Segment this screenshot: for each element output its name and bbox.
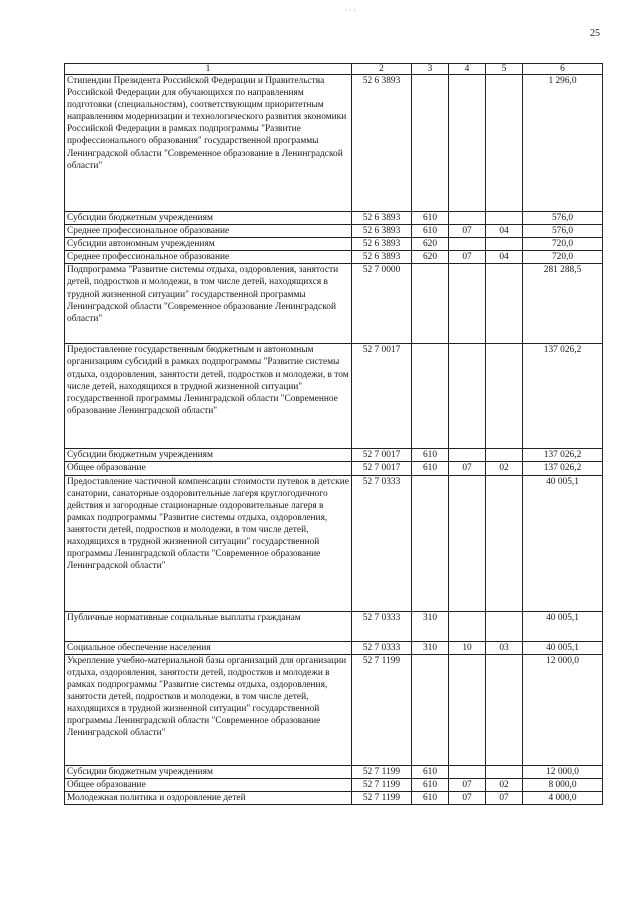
header-col-4: 4: [449, 64, 486, 75]
row-name: Субсидии бюджетным учреждениям: [65, 765, 352, 778]
budget-table-body: [65, 64, 603, 805]
row-vr: [412, 654, 449, 765]
row-rz: 07: [449, 462, 486, 475]
row-name: Общее образование: [65, 462, 352, 475]
row-sum: 4 000,0: [523, 791, 603, 804]
table-row: [65, 449, 603, 462]
row-sum: 12 000,0: [523, 654, 603, 765]
row-sum: 40 005,1: [523, 475, 603, 611]
header-col-5: 5: [486, 64, 523, 75]
row-vr: 620: [412, 238, 449, 251]
row-pr: [486, 611, 523, 641]
row-pr: 07: [486, 791, 523, 804]
row-rz: [449, 264, 486, 344]
row-pr: 02: [486, 462, 523, 475]
row-code: 52 7 1199: [352, 791, 412, 804]
row-code: 52 7 1199: [352, 778, 412, 791]
table-row: [65, 791, 603, 804]
row-name: Субсидии автономным учреждениям: [65, 238, 352, 251]
row-name: Субсидии бюджетным учреждениям: [65, 212, 352, 225]
row-sum: 281 288,5: [523, 264, 603, 344]
row-rz: 07: [449, 251, 486, 264]
header-col-6: 6: [523, 64, 603, 75]
row-code: 52 7 0017: [352, 462, 412, 475]
row-rz: 10: [449, 641, 486, 654]
row-pr: [486, 654, 523, 765]
row-rz: 07: [449, 225, 486, 238]
header-col-1: 1: [65, 64, 352, 75]
table-row: [65, 611, 603, 641]
table-row: [65, 251, 603, 264]
table-header-row: [65, 64, 603, 75]
row-pr: [486, 264, 523, 344]
row-vr: [412, 264, 449, 344]
row-code: 52 7 0333: [352, 641, 412, 654]
row-rz: [449, 449, 486, 462]
row-vr: 610: [412, 778, 449, 791]
row-pr: [486, 344, 523, 449]
row-vr: 610: [412, 212, 449, 225]
table-row: [65, 765, 603, 778]
row-pr: [486, 449, 523, 462]
row-sum: 12 000,0: [523, 765, 603, 778]
header-col-3: 3: [412, 64, 449, 75]
row-rz: [449, 212, 486, 225]
row-sum: 576,0: [523, 225, 603, 238]
row-pr: [486, 75, 523, 212]
row-rz: [449, 344, 486, 449]
row-vr: [412, 344, 449, 449]
row-vr: [412, 475, 449, 611]
table-row: [65, 654, 603, 765]
row-code: 52 6 3893: [352, 251, 412, 264]
row-sum: 8 000,0: [523, 778, 603, 791]
row-code: 52 6 3893: [352, 225, 412, 238]
row-code: 52 7 1199: [352, 765, 412, 778]
row-pr: [486, 475, 523, 611]
row-sum: 137 026,2: [523, 462, 603, 475]
row-vr: 610: [412, 462, 449, 475]
row-rz: [449, 654, 486, 765]
scan-artifact: · · ·: [344, 6, 356, 15]
row-sum: 40 005,1: [523, 611, 603, 641]
row-rz: [449, 611, 486, 641]
row-vr: 620: [412, 251, 449, 264]
row-name: Подпрограмма "Развитие системы отдыха, оздоровления, занятости детей, подростков и молодежи, в том числе детей, находящихся в трудной жизненной ситуации" государственной программы Ленинградской области "Современное образование Ленинградской области": [65, 264, 352, 344]
table-row: [65, 641, 603, 654]
row-pr: [486, 212, 523, 225]
table-row: [65, 264, 603, 344]
table-row: [65, 344, 603, 449]
row-pr: 04: [486, 251, 523, 264]
row-sum: 720,0: [523, 238, 603, 251]
table-row: [65, 212, 603, 225]
row-pr: 04: [486, 225, 523, 238]
row-name: Среднее профессиональное образование: [65, 251, 352, 264]
row-vr: 610: [412, 225, 449, 238]
row-rz: 07: [449, 778, 486, 791]
budget-table: [64, 63, 603, 805]
row-code: 52 6 3893: [352, 212, 412, 225]
row-sum: 137 026,2: [523, 344, 603, 449]
row-sum: 137 026,2: [523, 449, 603, 462]
row-name: Молодежная политика и оздоровление детей: [65, 791, 352, 804]
row-code: 52 7 0000: [352, 264, 412, 344]
row-vr: 610: [412, 791, 449, 804]
row-code: 52 7 0017: [352, 449, 412, 462]
table-row: [65, 462, 603, 475]
row-sum: 1 296,0: [523, 75, 603, 212]
row-rz: [449, 238, 486, 251]
row-sum: 40 005,1: [523, 641, 603, 654]
row-rz: [449, 75, 486, 212]
table-row: [65, 778, 603, 791]
row-rz: 07: [449, 791, 486, 804]
row-name: Предоставление частичной компенсации стоимости путевок в детские санатории, санаторные оздоровительные лагеря круглогодичного действия и загородные стационарные оздоровительные лагеря в рамках подпрограммы "Развитие системы отдыха, оздоровления, занятости детей, подростков и молодежи, в том числе детей, находящихся в трудной жизненной ситуации" государственной программы Ленинградской области "Современное образование Ленинградской области": [65, 475, 352, 611]
row-name: Публичные нормативные социальные выплаты гражданам: [65, 611, 352, 641]
table-row: [65, 225, 603, 238]
row-rz: [449, 765, 486, 778]
table-row: [65, 75, 603, 212]
row-code: 52 7 0333: [352, 611, 412, 641]
row-name: Субсидии бюджетным учреждениям: [65, 449, 352, 462]
header-col-2: 2: [352, 64, 412, 75]
row-vr: 310: [412, 641, 449, 654]
row-pr: 02: [486, 778, 523, 791]
row-code: 52 7 1199: [352, 654, 412, 765]
table-row: [65, 475, 603, 611]
page-number: 25: [590, 28, 600, 39]
row-name: Предоставление государственным бюджетным и автономным организациям субсидий в рамках подпрограммы "Развитие системы отдыха, оздоровления, занятости детей, подростков и молодежи, в том числе детей, находящихся в трудной жизненной ситуации" государственной программы Ленинградской области "Современное образование Ленинградской области": [65, 344, 352, 449]
row-vr: [412, 75, 449, 212]
row-pr: 03: [486, 641, 523, 654]
row-sum: 576,0: [523, 212, 603, 225]
row-name: Стипендии Президента Российской Федерации и Правительства Российской Федерации для обучающихся по направлениям подготовки (специальностям), соответствующим приоритетным направлениям модернизации и технологического развития экономики Российской Федерации в рамках подпрограммы "Развитие профессионального образования" государственной программы Ленинградской области "Современное образование в Ленинградской области": [65, 75, 352, 212]
row-pr: [486, 765, 523, 778]
row-vr: 310: [412, 611, 449, 641]
row-name: Укрепление учебно-материальной базы организаций для организации отдыха, оздоровления, занятости детей, подростков и молодежи в рамках подпрограммы "Развитие системы отдыха, оздоровления, занятости детей, подростков и молодежи, в том числе детей, находящихся в трудной жизненной ситуации" государственной программы Ленинградской области "Современное образование Ленинградской области": [65, 654, 352, 765]
row-vr: 610: [412, 449, 449, 462]
row-vr: 610: [412, 765, 449, 778]
row-rz: [449, 475, 486, 611]
row-code: 52 6 3893: [352, 238, 412, 251]
row-name: Общее образование: [65, 778, 352, 791]
row-pr: [486, 238, 523, 251]
row-code: 52 6 3893: [352, 75, 412, 212]
row-sum: 720,0: [523, 251, 603, 264]
budget-table-container: [64, 63, 602, 805]
table-row: [65, 238, 603, 251]
row-name: Социальное обеспечение населения: [65, 641, 352, 654]
row-name: Среднее профессиональное образование: [65, 225, 352, 238]
row-code: 52 7 0017: [352, 344, 412, 449]
row-code: 52 7 0333: [352, 475, 412, 611]
